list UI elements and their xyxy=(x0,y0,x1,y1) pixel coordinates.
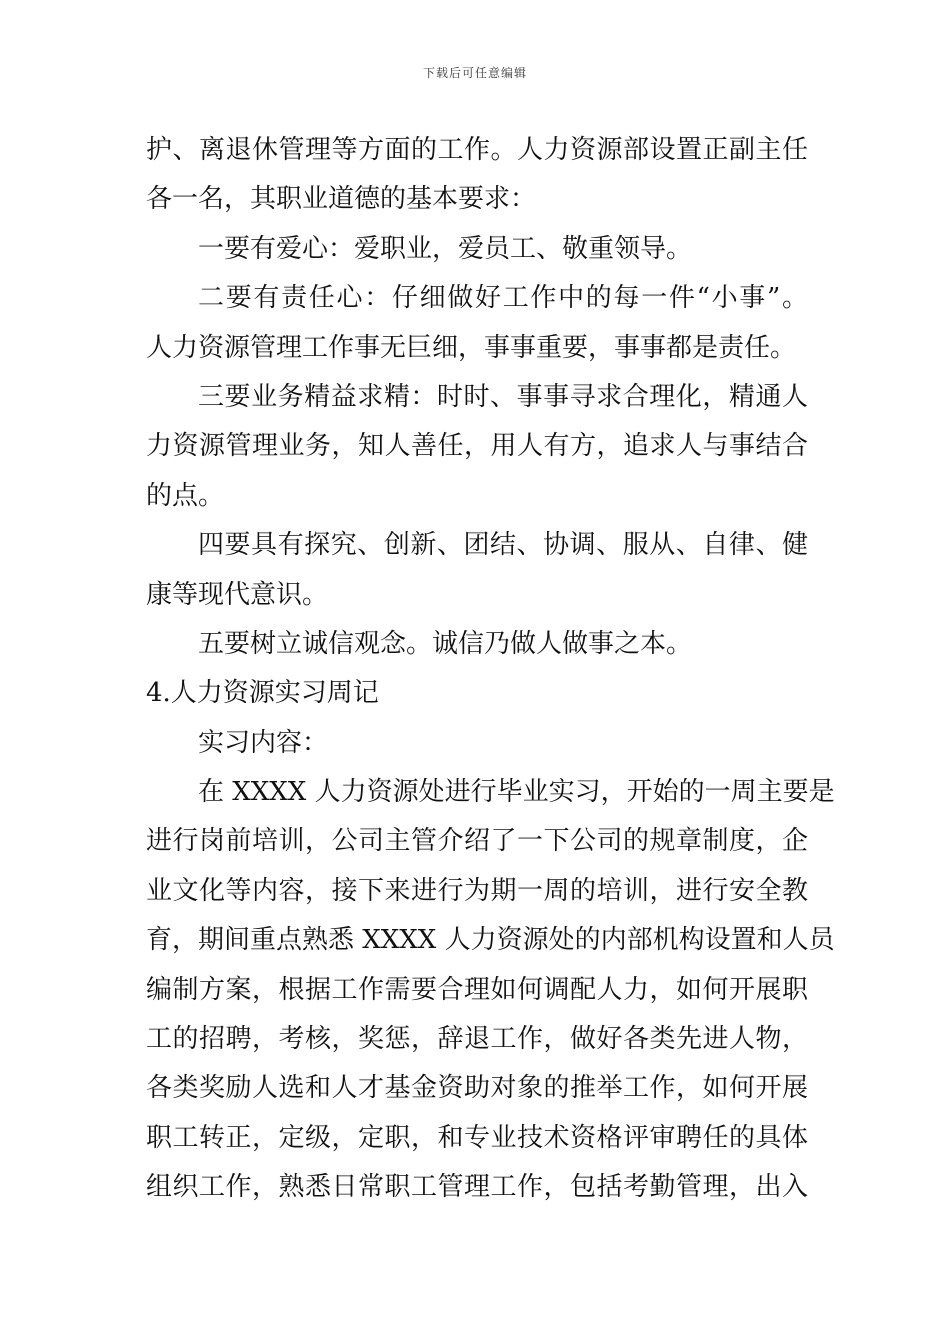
text-line: 力资源管理业务，知人善任，用人有方，追求人与事结合 xyxy=(146,431,808,462)
text-line: 组织工作，熟悉日常职工管理工作，包括考勤管理，出入 xyxy=(146,1172,808,1203)
text-line: 二要有责任心：仔细做好工作中的每一件“小事”。 xyxy=(198,283,808,314)
text-line: 育，期间重点熟悉 XXXX 人力资源处的内部机构设置和人员 xyxy=(146,925,835,956)
text-line: 各类奖励人选和人才基金资助对象的推举工作，如何开展 xyxy=(146,1073,808,1104)
text-line: 护、离退休管理等方面的工作。人力资源部设置正副主任 xyxy=(146,135,808,165)
text-line: 编制方案，根据工作需要合理如何调配人力，如何开展职 xyxy=(146,974,808,1005)
text-line: 四要具有探究、创新、团结、协调、服从、自律、健 xyxy=(198,530,808,561)
text-line: 业文化等内容，接下来进行为期一周的培训，进行安全教 xyxy=(146,875,808,906)
document-body xyxy=(146,126,835,1213)
text-line: 实习内容： xyxy=(198,727,329,758)
page-header: 下载后可任意编辑 xyxy=(422,66,527,80)
text-line: 五要树立诚信观念。诚信乃做人做事之本。 xyxy=(198,628,693,659)
text-line: 三要业务精益求精：时时、事事寻求合理化，精通人 xyxy=(198,381,808,412)
text-line: 人力资源管理工作事无巨细，事事重要，事事都是责任。 xyxy=(146,332,797,363)
text-line: 4.人力资源实习周记 xyxy=(146,678,379,709)
text-line: 的点。 xyxy=(146,480,225,511)
text-line: 一要有爱心：爱职业，爱员工、敬重领导。 xyxy=(198,233,693,264)
text-line: 各一名，其职业道德的基本要求： xyxy=(146,184,537,215)
text-line: 进行岗前培训，公司主管介绍了一下公司的规章制度，企 xyxy=(146,826,808,857)
text-line: 在 XXXX 人力资源处进行毕业实习，开始的一周主要是 xyxy=(198,777,835,808)
text-line: 工的招聘，考核，奖惩，辞退工作，做好各类先进人物， xyxy=(146,1024,808,1055)
text-line: 职工转正，定级，定职，和专业技术资格评审聘任的具体 xyxy=(146,1122,808,1153)
text-line: 康等现代意识。 xyxy=(146,579,329,610)
